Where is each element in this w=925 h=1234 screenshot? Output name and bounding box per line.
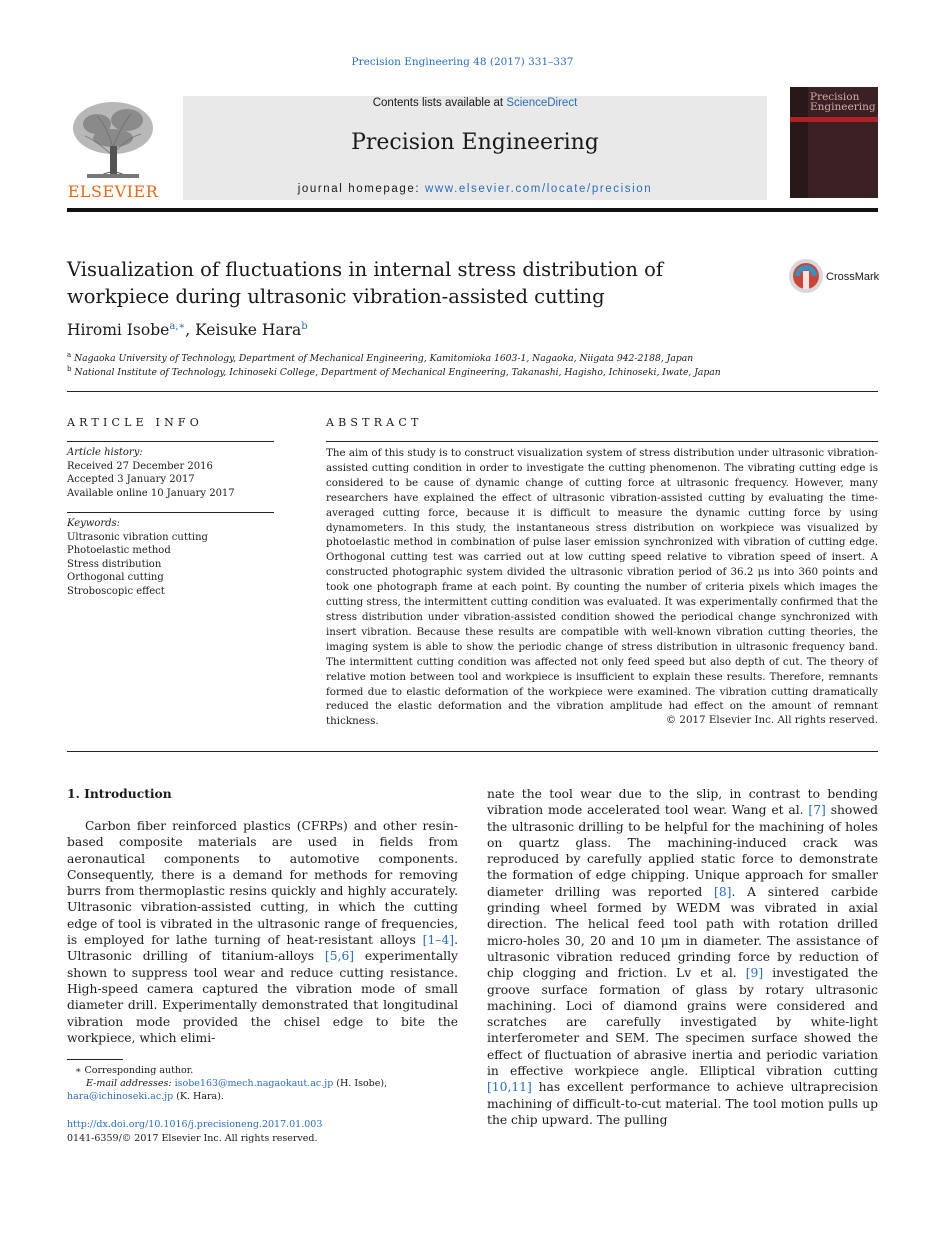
citation-link[interactable]: [7] (808, 803, 826, 818)
issn-line: 0141-6359/© 2017 Elsevier Inc. All rights reserved. (67, 1133, 318, 1144)
affiliation-a-mark: a (67, 351, 72, 359)
affiliation-b (67, 365, 721, 378)
text-run: investigated the groove surface formation of glass by rotary ultrasonic machining. Loci of diamond grains were considered and scratches are carefully investigated by white-light interferometer and SEM. The specimen surface showed the effect of fluctuation of abrasive inertia and periodic variation in effective workpiece angle. Elliptical vibration cutting (487, 966, 878, 1079)
text-run: . Ultrasonic drilling of titanium-alloys (67, 933, 458, 964)
email-link-isobe[interactable]: isobe163@mech.nagaokaut.ac.jp (174, 1078, 334, 1089)
abstract-text: The aim of this study is to construct visualization system of stress distribution under ultrasonic vibration-assisted cutting condition in order to investigate the cutting phenomenon. The vibrating cutting edge is considered to be cause of dynamic change of cutting force at ultrasonic frequency. However, many researchers have explained the effect of ultrasonic vibration-assisted cutting by evaluating the time-averaged cutting force, because it is difficult to measure the dynamic cutting force by using dynamometers. In this study, the instantaneous stress distribution on workpiece was visualized by photoelastic method in combination of pulse laser emission synchronized with vibration of cutting edge. Orthogonal cutting test was carried out at low cutting speed relative to vibration speed of insert. A constructed photographic system divided the ultrasonic vibration period of 36.2 μs into 360 points and took one photograph frame at each point. By counting the number of criteria pixels which images the cutting stress, the intermittent cutting condition was evaluated. It was experimentally confirmed that the stress distribution under vibration-assisted condition showed the periodical change synchronized with insert vibration. Because these results are compatible with well-known vibration cutting theories, the imaging system is able to show the periodic change of stress distribution in ultrasonic frequency band. The intermittent cutting condition was affected not only feed speed but also depth of cut. The theory of relative motion between tool and workpiece is insufficient to explain these results. Therefore, remnants formed due to elastic deformation of the workpiece were examined. The vibration cutting dramatically reduced the elastic deformation and the vibration amplitude had effect on the amount of remnant thickness. (326, 447, 878, 728)
keywords-label: Keywords: (67, 518, 121, 529)
body-right-column (487, 786, 878, 1128)
sciencedirect-link[interactable]: ScienceDirect (506, 97, 578, 109)
text-run: has excellent performance to achieve ultraprecision machining of difficult-to-cut material. The tool motion pulls up the chip upward. The pulling (487, 1080, 878, 1127)
text-run: Carbon fiber reinforced plastics (CFRPs) and other resin-based composite materials are used in fields from aeronautical components to automotive components. Consequently, there is a demand for methods for removing burrs from thermoplastic resins quickly and highly accurately. Ultrasonic vibration-assisted cutting, in which the cutting edge of tool is vibrated in the ultrasonic range of frequencies, is employed for lathe turning of heat-resistant alloys (67, 819, 458, 948)
header-rule (67, 208, 878, 212)
citation-link[interactable]: [8] (714, 884, 732, 899)
author-2-affiliation-mark[interactable]: b (301, 321, 308, 332)
doi-url[interactable]: http://dx.doi.org/10.1016/j.precisioneng.2017.01.003 (67, 1119, 323, 1130)
citation-link[interactable]: [5,6] (324, 949, 355, 964)
homepage-link[interactable]: www.elsevier.com/locate/precision (424, 183, 653, 195)
citation-link[interactable]: [10,11] (487, 1080, 532, 1095)
title-line-2: workpiece during ultrasonic vibration-assisted cutting (67, 285, 605, 308)
online-date: Available online 10 January 2017 (67, 487, 235, 499)
contents-line (183, 97, 767, 109)
keywords-rule (67, 512, 274, 513)
corresponding-author-note: ∗ Corresponding author. (75, 1065, 194, 1076)
keyword: Ultrasonic vibration cutting (67, 531, 208, 543)
author-1: Hiromi Isobe (67, 321, 170, 340)
abstract-rule (326, 441, 878, 442)
contents-prefix: Contents lists available at (372, 97, 507, 109)
article-history (67, 446, 277, 500)
article-title (67, 256, 767, 310)
email-link-hara[interactable]: hara@ichinoseki.ac.jp (67, 1091, 174, 1102)
cover-spine (790, 87, 808, 198)
email-owner-hara: (K. Hara). (173, 1091, 224, 1102)
affiliation-a (67, 351, 693, 364)
section-heading: 1. Introduction (67, 786, 172, 801)
author-2: Keisuke Hara (195, 321, 302, 340)
publisher-wordmark: ELSEVIER (67, 182, 159, 201)
body-left-column (67, 818, 458, 1046)
keyword: Photoelastic method (67, 545, 171, 556)
authors (67, 321, 308, 339)
cover-stripe (790, 117, 878, 122)
affiliation-b-mark: b (67, 365, 72, 373)
crossmark-label[interactable]: CrossMark (826, 271, 880, 283)
title-block-rule (67, 391, 878, 392)
text-run: nate the tool wear due to the slip, in contrast to bending vibration mode accelerated tool wear. Wang et al. (487, 787, 878, 818)
crossmark-icon[interactable] (788, 258, 824, 294)
journal-citation[interactable]: Precision Engineering 48 (2017) 331–337 (351, 56, 574, 68)
keywords-block (67, 517, 277, 598)
abstract-copyright: © 2017 Elsevier Inc. All rights reserved. (665, 714, 878, 726)
history-label: Article history: (67, 447, 143, 458)
cover-title: Precision Engineering (810, 91, 876, 113)
abstract-end-rule (67, 751, 878, 752)
journal-cover[interactable] (790, 87, 878, 198)
text-run: . A sintered carbide grinding wheel formed by WEDM was vibrated in axial direction. The helical feed tool path with rotation drilled micro-holes 30, 20 and 10 μm in diameter. The assistance of ultrasonic vibration reduced grinding force by reduction of chip clogging and friction. Lv et al. (487, 884, 878, 981)
intro-paragraph (67, 818, 458, 1046)
author-separator: , (185, 321, 196, 340)
intro-paragraph-continued (487, 786, 878, 1128)
article-info-rule (67, 441, 274, 442)
title-line-1: Visualization of fluctuations in internal stress distribution of (67, 258, 664, 281)
keyword: Stress distribution (67, 558, 162, 570)
email-line (86, 1077, 387, 1090)
text-run: showed the ultrasonic drilling to be helpful for the machining of holes on quartz glass. The machining-induced crack was reproduced by carefully applied static force to demonstrate the formation of edge chipping. Unique approach for smaller diameter drilling was reported (487, 803, 879, 899)
journal-name: Precision Engineering (351, 130, 599, 155)
homepage-prefix: journal homepage: (297, 183, 425, 195)
email-label: E-mail addresses: (86, 1078, 175, 1089)
accepted-date: Accepted 3 January 2017 (67, 474, 195, 485)
keyword: Stroboscopic effect (67, 585, 165, 597)
received-date: Received 27 December 2016 (67, 460, 213, 472)
affiliation-b-text: National Institute of Technology, Ichinoseki College, Department of Mechanical Engineering, Takanashi, Hagisho, Ichinoseki, Iwate, Japan (74, 367, 721, 379)
text-run: experimentally shown to suppress tool wear and reduce cutting resistance. High-speed camera captured the vibration mode of small diameter drill. Experimentally demonstrated that longitudinal vibration mode provided the chisel edge to bite the workpiece, which elimi- (67, 949, 458, 1045)
citation-link[interactable]: [9] (745, 966, 764, 981)
footnote-rule (67, 1059, 123, 1060)
affiliation-a-text: Nagaoka University of Technology, Department of Mechanical Engineering, Kamitomioka 1603-1, Nagaoka, Niigata 942-2188, Japan (74, 353, 694, 365)
doi-link[interactable] (67, 1118, 322, 1131)
abstract-heading: ABSTRACT (326, 416, 423, 429)
author-1-affiliation-mark[interactable]: a,∗ (169, 321, 186, 332)
citation-link[interactable]: [1–4] (422, 933, 455, 948)
article-info-heading: ARTICLE INFO (67, 416, 203, 429)
email-owner-isobe: (H. Isobe), (333, 1078, 388, 1089)
email-line-2 (67, 1090, 224, 1103)
keyword: Orthogonal cutting (67, 572, 164, 583)
homepage-line (183, 183, 767, 195)
